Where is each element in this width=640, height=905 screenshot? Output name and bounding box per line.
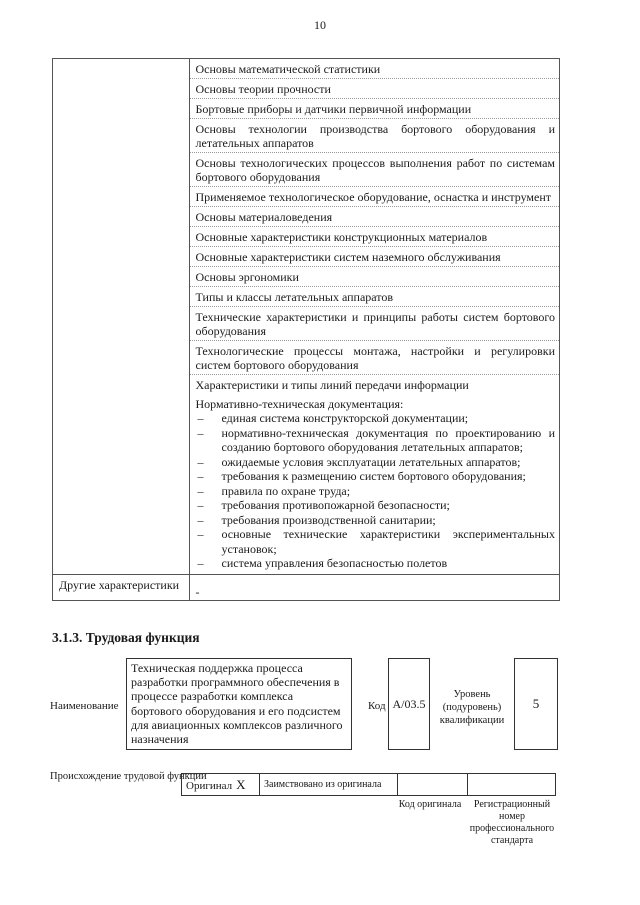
normative-item-text: требования производственной санитарии; — [221, 512, 436, 527]
origin-table — [181, 773, 556, 796]
knowledge-item: Технические характеристики и принципы работы систем бортового оборудования — [190, 307, 560, 341]
function-code-box: А/03.5 — [388, 658, 430, 750]
normative-item-text: система управления безопасностью полетов — [221, 556, 448, 570]
normative-item-text: требования противопожарной безопасности; — [221, 498, 450, 512]
bullet-dash: – — [197, 411, 204, 425]
bullet-dash: – — [197, 483, 204, 498]
page-number: 10 — [314, 18, 326, 32]
knowledge-item: Бортовые приборы и датчики первичной информации — [190, 99, 560, 119]
normative-item — [198, 513, 556, 528]
normative-list — [190, 411, 560, 574]
normative-item-text: нормативно-техническая документация по проектированию и созданию бортового оборудования летательных аппаратов; — [221, 425, 555, 454]
borrowed-cell: Заимствовано из оригинала — [260, 774, 398, 796]
normative-item-text: основные технические характеристики экспериментальных установок; — [221, 527, 555, 556]
bullet-dash: – — [197, 469, 204, 483]
bullet-dash: – — [197, 454, 204, 469]
normative-item-text: единая система конструкторской документации; — [221, 411, 469, 425]
knowledge-label-cell — [53, 59, 190, 575]
knowledge-item: Характеристики и типы линий передачи информации — [195, 378, 469, 392]
normative-item-text: ожидаемые условия эксплуатации летательных аппаратов; — [221, 454, 521, 469]
knowledge-list — [190, 59, 560, 394]
knowledge-item: Основные характеристики конструкционных материалов — [190, 227, 560, 247]
knowledge-item: Основы математической статистики — [190, 59, 560, 79]
function-name-box: Техническая поддержка процесса разработки программного обеспечения в процессе разработки комплекса бортового оборудования и его подсистем для авиационных комплексов различного назначения — [126, 658, 352, 750]
normative-item — [198, 527, 556, 556]
registration-number-caption: Регистрационный номер профессионального стандарта — [469, 799, 555, 846]
bullet-dash: – — [197, 498, 204, 512]
knowledge-items-cell — [189, 59, 560, 575]
normative-item — [198, 498, 556, 513]
bullet-dash: – — [197, 556, 204, 570]
normative-heading: Нормативно-техническая документация: — [195, 397, 404, 411]
normative-item — [198, 455, 556, 470]
knowledge-item: Основные характеристики систем наземного обслуживания — [190, 247, 560, 267]
original-mark: Х — [236, 776, 246, 792]
normative-item — [198, 556, 556, 571]
origin-label: Происхождение трудовой функции — [50, 771, 207, 782]
other-characteristics-value-cell — [189, 574, 560, 600]
normative-item-text: требования к размещению систем бортового оборудования; — [221, 469, 526, 483]
knowledge-item: Основы технологических процессов выполнения работ по системам бортового оборудования — [190, 153, 560, 187]
knowledge-item: Применяемое технологическое оборудование, оснастка и инструмент — [190, 187, 560, 207]
other-characteristics-value: - — [195, 584, 200, 599]
qualification-level-box: 5 — [514, 658, 558, 750]
name-label: Наименование — [50, 700, 119, 712]
code-label: Код — [368, 700, 386, 712]
normative-item — [198, 411, 556, 426]
bullet-dash: – — [197, 527, 204, 541]
original-label: Оригинал — [186, 779, 233, 792]
original-code-caption: Код оригинала — [398, 799, 462, 810]
level-label: Уровень (подуровень) квалификации — [439, 689, 505, 726]
knowledge-item: Основы материаловедения — [190, 207, 560, 227]
normative-item — [198, 469, 556, 484]
knowledge-item: Основы технологии производства бортового оборудования и летательных аппаратов — [190, 119, 560, 153]
knowledge-item: Основы эргономики — [190, 267, 560, 287]
bullet-dash: – — [197, 425, 204, 440]
knowledge-item: Типы и классы летательных аппаратов — [190, 287, 560, 307]
normative-item-text: правила по охране труда; — [221, 483, 351, 498]
other-characteristics-label-cell — [53, 574, 190, 600]
other-characteristics-label: Другие характеристики — [59, 577, 180, 592]
normative-item — [198, 484, 556, 499]
original-code-cell — [398, 774, 468, 796]
knowledge-item: Основы теории прочности — [190, 79, 560, 99]
bullet-dash: – — [197, 512, 204, 527]
section-title: 3.1.3. Трудовая функция — [52, 630, 200, 645]
knowledge-item: Технологические процессы монтажа, настройки и регулировки систем бортового оборудования — [190, 341, 560, 375]
original-cell — [182, 774, 260, 796]
normative-item — [198, 426, 556, 455]
registration-number-cell — [468, 774, 556, 796]
knowledge-table — [52, 58, 560, 601]
